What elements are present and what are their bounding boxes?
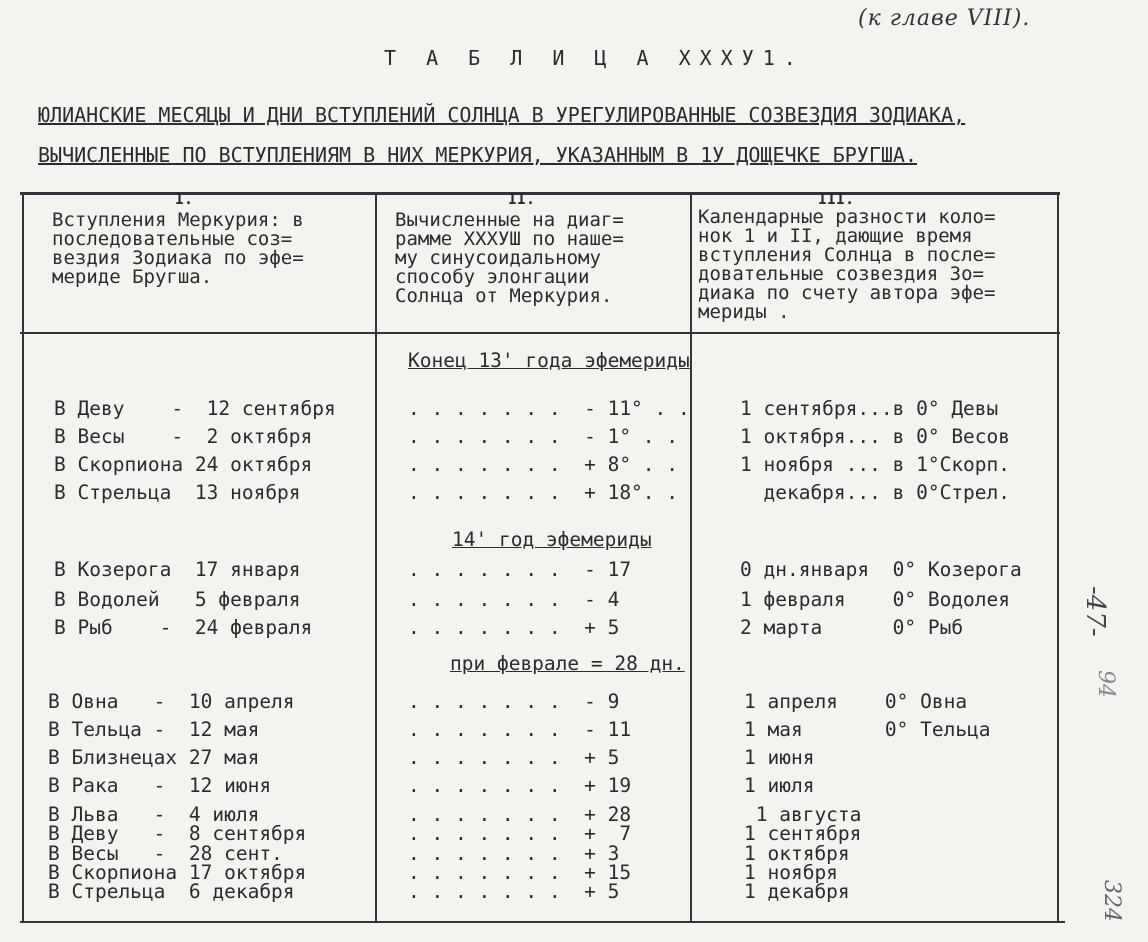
table-right-border: [1057, 192, 1059, 922]
table-row-8-col1: В Овна - 10 апреля: [48, 690, 295, 713]
table-row-3-col3: 1 ноября ... в 1°Скорп.: [740, 453, 1011, 476]
table-row-2-col3: 1 октября... в 0° Весов: [740, 425, 1011, 448]
table-row-9-col1: В Тельца - 12 мая: [48, 718, 260, 741]
table-row-14-col2: . . . . . . . + 3: [408, 842, 620, 865]
heading-line-1: ЮЛИАНСКИЕ МЕСЯЦЫ И ДНИ ВСТУПЛЕНИЙ СОЛНЦА В УРЕГУЛИРОВАННЫЕ СОЗВЕЗДИЯ ЗОДИАКА,: [38, 103, 966, 127]
col1-header: Вступления Меркурия: в последовательные соз= вездия Зодиака по эфе= мериде Бругша.: [52, 209, 304, 288]
table-row-14-col1: В Весы - 28 сент.: [48, 842, 283, 865]
section-label-2: 14' год эфемериды: [452, 528, 652, 551]
table-row-2-col1: В Весы - 2 октября: [54, 425, 313, 448]
table-title: Т А Б Л И Ц А XXXУ1.: [384, 46, 805, 70]
table-row-10-col1: В Близнецах 27 мая: [48, 746, 260, 769]
table-row-1-col2: . . . . . . . - 11° . .: [408, 397, 690, 420]
table-row-8-col2: . . . . . . . - 9: [408, 690, 620, 713]
table-row-11-col2: . . . . . . . + 19: [408, 774, 632, 797]
table-row-1-col1: В Деву - 12 сентября: [54, 397, 336, 420]
margin-page-number-bottom: 324: [1099, 880, 1124, 922]
table-left-border: [22, 192, 24, 922]
col3-header: Календарные разности коло= нок 1 и II, дающие время вступления Солнца в после= довательные созвездия Зо= диака по счету автора эфе= мериды .: [698, 206, 996, 323]
table-row-4-col3: декабря... в 0°Стрел.: [740, 481, 1011, 504]
table-bottom-border: [20, 921, 1065, 923]
table-row-9-col3: 1 мая 0° Тельца: [744, 718, 991, 741]
table-row-6-col3: 1 февраля 0° Водолея: [740, 588, 1011, 611]
margin-page-number-top: -47-: [1080, 586, 1110, 637]
table-row-16-col2: . . . . . . . + 5: [408, 880, 620, 903]
table-row-13-col3: 1 сентября: [744, 822, 862, 845]
table-row-3-col2: . . . . . . . + 8° . .: [408, 453, 679, 476]
col1-number: I.: [175, 190, 194, 208]
column-divider-2: [690, 192, 692, 922]
table-row-15-col3: 1 ноября: [744, 861, 838, 884]
col2-header: Вычисленные на диаг= рамме XXXУШ по наше= му синусоидальному способу элонгации Солнца от Меркурия.: [395, 209, 624, 307]
col3-number: III.: [818, 190, 855, 208]
table-row-4-col2: . . . . . . . + 18°. .: [408, 481, 679, 504]
table-row-7-col1: В Рыб - 24 февраля: [54, 616, 313, 639]
table-row-13-col2: . . . . . . . + 7: [408, 822, 632, 845]
table-row-5-col2: . . . . . . . - 17: [408, 558, 632, 581]
table-row-15-col2: . . . . . . . + 15: [408, 861, 632, 884]
table-row-14-col3: 1 октября: [744, 842, 850, 865]
table-row-16-col3: 1 декабря: [744, 880, 850, 903]
table-row-8-col3: 1 апреля 0° Овна: [744, 690, 968, 713]
table-row-9-col2: . . . . . . . - 11: [408, 718, 632, 741]
table-row-6-col2: . . . . . . . - 4: [408, 588, 620, 611]
table-row-12-col3: 1 августа: [744, 803, 862, 826]
col2-number: II.: [508, 190, 536, 208]
table-row-12-col2: . . . . . . . + 28: [408, 803, 632, 826]
table-row-11-col3: 1 июля: [744, 774, 815, 797]
table-row-13-col1: В Деву - 8 сентября: [48, 822, 307, 845]
table-row-4-col1: В Стрельца 13 ноября: [54, 481, 301, 504]
table-row-5-col1: В Козерога 17 января: [54, 558, 301, 581]
table-row-15-col1: В Скорпиона 17 октября: [48, 861, 307, 884]
header-divider: [20, 332, 1060, 334]
table-row-12-col1: В Льва - 4 июля: [48, 803, 260, 826]
section-label-3: при феврале = 28 дн.: [450, 652, 685, 675]
table-row-3-col1: В Скорпиона 24 октября: [54, 453, 313, 476]
table-row-7-col2: . . . . . . . + 5: [408, 616, 620, 639]
table-row-10-col3: 1 июня: [744, 746, 815, 769]
table-row-6-col1: В Водолей 5 февраля: [54, 588, 301, 611]
table-row-7-col3: 2 марта 0° Рыб: [740, 616, 964, 639]
section-label-1: Конец 13' года эфемериды: [408, 349, 690, 372]
margin-note: (к главе VIII).: [858, 6, 1031, 31]
heading-line-2: ВЫЧИСЛЕННЫЕ ПО ВСТУПЛЕНИЯМ В НИХ МЕРКУРИЯ, УКАЗАННЫМ В 1У ДОЩЕЧКЕ БРУГША.: [38, 143, 917, 167]
table-row-11-col1: В Рака - 12 июня: [48, 774, 272, 797]
table-row-1-col3: 1 сентября...в 0° Девы: [740, 397, 999, 420]
column-divider-1: [375, 192, 377, 922]
table-row-2-col2: . . . . . . . - 1° . .: [408, 425, 679, 448]
margin-page-number-mid: 94: [1093, 670, 1118, 698]
table-row-10-col2: . . . . . . . + 5: [408, 746, 620, 769]
table-row-16-col1: В Стрельца 6 декабря: [48, 880, 295, 903]
table-row-5-col3: 0 дн.января 0° Козерога: [740, 558, 1022, 581]
